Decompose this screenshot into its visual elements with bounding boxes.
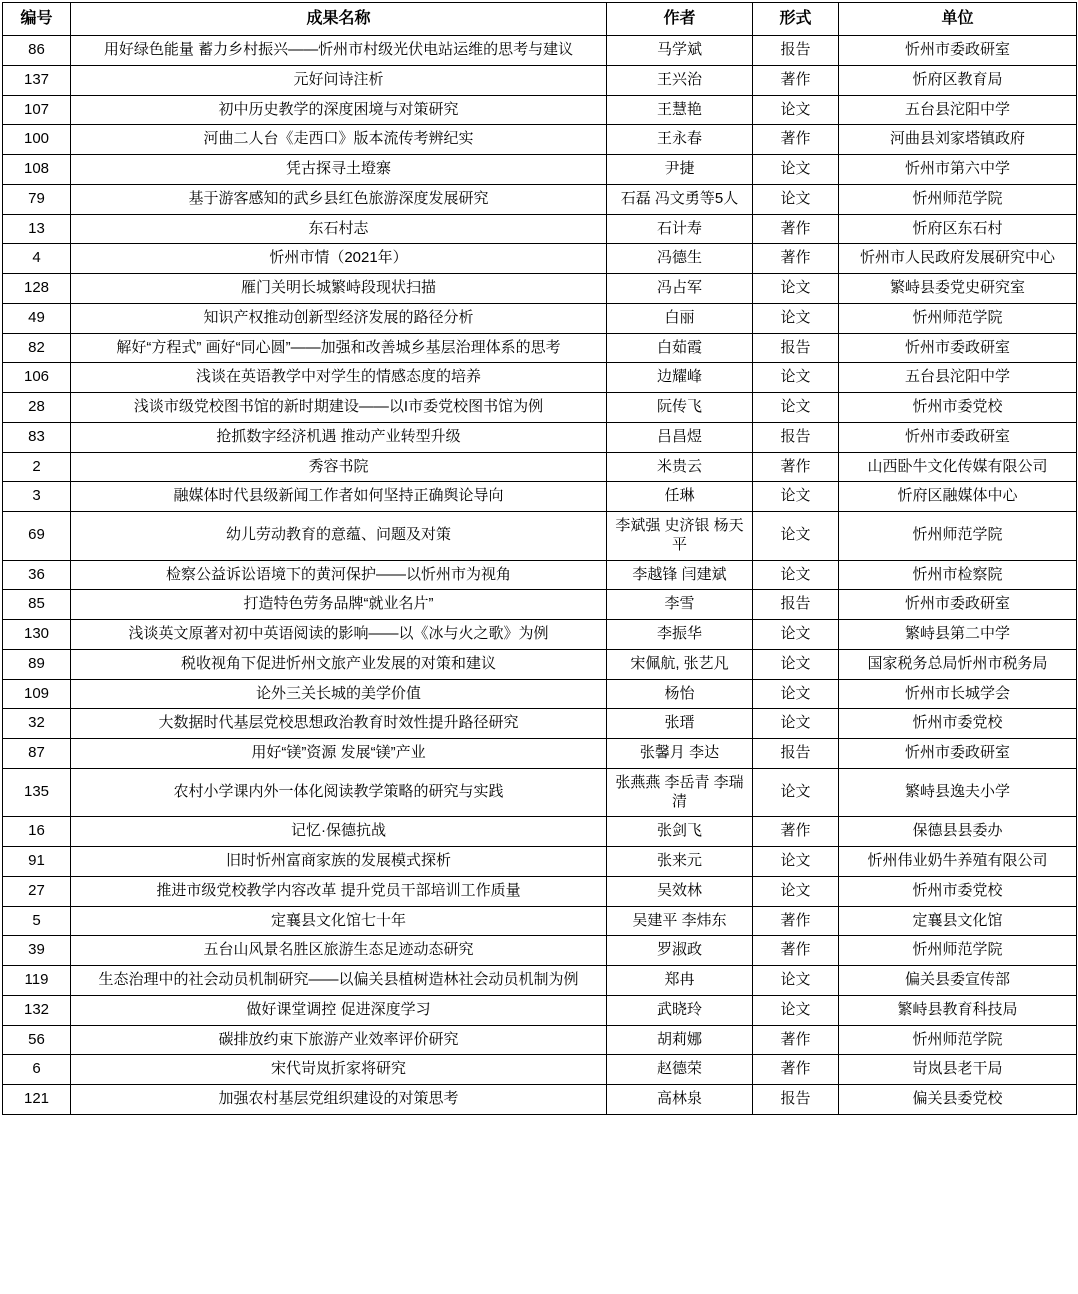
cell-id: 137 bbox=[3, 65, 71, 95]
column-header-form: 形式 bbox=[753, 3, 839, 36]
cell-id: 49 bbox=[3, 303, 71, 333]
cell-title: 凭古探寻土墱寨 bbox=[71, 155, 607, 185]
cell-form: 著作 bbox=[753, 1055, 839, 1085]
cell-form: 报告 bbox=[753, 1085, 839, 1115]
cell-id: 109 bbox=[3, 679, 71, 709]
cell-author: 边耀峰 bbox=[607, 363, 753, 393]
cell-form: 著作 bbox=[753, 452, 839, 482]
cell-unit: 山西卧牛文化传媒有限公司 bbox=[839, 452, 1077, 482]
cell-unit: 繁峙县第二中学 bbox=[839, 620, 1077, 650]
table-row bbox=[3, 709, 1077, 739]
table-row bbox=[3, 125, 1077, 155]
cell-id: 85 bbox=[3, 590, 71, 620]
cell-author: 李振华 bbox=[607, 620, 753, 650]
cell-title: 河曲二人台《走西口》版本流传考辨纪实 bbox=[71, 125, 607, 155]
cell-id: 56 bbox=[3, 1025, 71, 1055]
cell-title: 加强农村基层党组织建设的对策思考 bbox=[71, 1085, 607, 1115]
cell-form: 著作 bbox=[753, 125, 839, 155]
cell-title: 税收视角下促进忻州文旅产业发展的对策和建议 bbox=[71, 649, 607, 679]
cell-form: 论文 bbox=[753, 995, 839, 1025]
column-header-title: 成果名称 bbox=[71, 3, 607, 36]
cell-form: 报告 bbox=[753, 333, 839, 363]
cell-unit: 忻州市委政研室 bbox=[839, 590, 1077, 620]
cell-form: 论文 bbox=[753, 482, 839, 512]
cell-form: 著作 bbox=[753, 1025, 839, 1055]
table-row bbox=[3, 936, 1077, 966]
cell-title: 论外三关长城的美学价值 bbox=[71, 679, 607, 709]
cell-form: 报告 bbox=[753, 422, 839, 452]
column-header-author: 作者 bbox=[607, 3, 753, 36]
results-table bbox=[2, 2, 1077, 1115]
table-row bbox=[3, 768, 1077, 817]
cell-form: 论文 bbox=[753, 679, 839, 709]
cell-title: 知识产权推动创新型经济发展的路径分析 bbox=[71, 303, 607, 333]
cell-title: 雁门关明长城繁峙段现状扫描 bbox=[71, 274, 607, 304]
cell-id: 39 bbox=[3, 936, 71, 966]
cell-id: 16 bbox=[3, 817, 71, 847]
cell-title: 定襄县文化馆七十年 bbox=[71, 906, 607, 936]
cell-unit: 保德县县委办 bbox=[839, 817, 1077, 847]
cell-id: 79 bbox=[3, 184, 71, 214]
cell-form: 报告 bbox=[753, 36, 839, 66]
cell-id: 89 bbox=[3, 649, 71, 679]
cell-title: 用好绿色能量 蓄力乡村振兴――忻州市村级光伏电站运维的思考与建议 bbox=[71, 36, 607, 66]
cell-unit: 忻府区东石村 bbox=[839, 214, 1077, 244]
cell-unit: 偏关县委宣传部 bbox=[839, 966, 1077, 996]
cell-form: 论文 bbox=[753, 649, 839, 679]
table-row bbox=[3, 482, 1077, 512]
cell-unit: 忻州市委政研室 bbox=[839, 333, 1077, 363]
cell-id: 69 bbox=[3, 512, 71, 561]
cell-unit: 忻州市人民政府发展研究中心 bbox=[839, 244, 1077, 274]
table-row bbox=[3, 995, 1077, 1025]
cell-unit: 忻州市委政研室 bbox=[839, 739, 1077, 769]
cell-title: 融媒体时代县级新闻工作者如何坚持正确舆论导向 bbox=[71, 482, 607, 512]
table-row bbox=[3, 620, 1077, 650]
cell-id: 13 bbox=[3, 214, 71, 244]
cell-unit: 忻州市委政研室 bbox=[839, 36, 1077, 66]
cell-form: 论文 bbox=[753, 95, 839, 125]
table-row bbox=[3, 847, 1077, 877]
cell-author: 吕昌煜 bbox=[607, 422, 753, 452]
cell-title: 旧时忻州富商家族的发展模式探析 bbox=[71, 847, 607, 877]
cell-author: 石计寿 bbox=[607, 214, 753, 244]
table-row bbox=[3, 679, 1077, 709]
cell-title: 基于游客感知的武乡县红色旅游深度发展研究 bbox=[71, 184, 607, 214]
cell-author: 李斌强 史济银 杨天平 bbox=[607, 512, 753, 561]
cell-title: 记忆·保德抗战 bbox=[71, 817, 607, 847]
cell-title: 推进市级党校教学内容改革 提升党员干部培训工作质量 bbox=[71, 876, 607, 906]
cell-unit: 繁峙县逸夫小学 bbox=[839, 768, 1077, 817]
table-row bbox=[3, 393, 1077, 423]
table-row bbox=[3, 906, 1077, 936]
cell-title: 农村小学课内外一体化阅读教学策略的研究与实践 bbox=[71, 768, 607, 817]
cell-unit: 忻州市检察院 bbox=[839, 560, 1077, 590]
cell-title: 抢抓数字经济机遇 推动产业转型升级 bbox=[71, 422, 607, 452]
cell-title: 宋代岢岚折家将研究 bbox=[71, 1055, 607, 1085]
cell-form: 论文 bbox=[753, 393, 839, 423]
cell-title: 东石村志 bbox=[71, 214, 607, 244]
cell-unit: 忻州市委党校 bbox=[839, 876, 1077, 906]
cell-author: 冯德生 bbox=[607, 244, 753, 274]
table-row bbox=[3, 244, 1077, 274]
cell-title: 碳排放约束下旅游产业效率评价研究 bbox=[71, 1025, 607, 1055]
cell-unit: 忻州师范学院 bbox=[839, 1025, 1077, 1055]
cell-id: 4 bbox=[3, 244, 71, 274]
table-row bbox=[3, 303, 1077, 333]
cell-form: 论文 bbox=[753, 620, 839, 650]
cell-form: 论文 bbox=[753, 155, 839, 185]
document-sheet bbox=[0, 2, 1078, 1115]
cell-id: 6 bbox=[3, 1055, 71, 1085]
cell-unit: 忻州市委党校 bbox=[839, 709, 1077, 739]
cell-id: 27 bbox=[3, 876, 71, 906]
cell-id: 128 bbox=[3, 274, 71, 304]
table-row bbox=[3, 422, 1077, 452]
table-row bbox=[3, 512, 1077, 561]
cell-form: 论文 bbox=[753, 184, 839, 214]
cell-author: 石磊 冯文勇等5人 bbox=[607, 184, 753, 214]
cell-title: 生态治理中的社会动员机制研究――以偏关县植树造林社会动员机制为例 bbox=[71, 966, 607, 996]
cell-author: 赵德荣 bbox=[607, 1055, 753, 1085]
table-row bbox=[3, 95, 1077, 125]
cell-id: 32 bbox=[3, 709, 71, 739]
cell-unit: 繁峙县委党史研究室 bbox=[839, 274, 1077, 304]
table-row bbox=[3, 155, 1077, 185]
cell-unit: 河曲县刘家塔镇政府 bbox=[839, 125, 1077, 155]
cell-unit: 国家税务总局忻州市税务局 bbox=[839, 649, 1077, 679]
cell-title: 检察公益诉讼语境下的黄河保护――以忻州市为视角 bbox=[71, 560, 607, 590]
table-row bbox=[3, 966, 1077, 996]
table-header-row bbox=[3, 3, 1077, 36]
cell-author: 王永春 bbox=[607, 125, 753, 155]
cell-id: 82 bbox=[3, 333, 71, 363]
cell-form: 论文 bbox=[753, 966, 839, 996]
cell-form: 报告 bbox=[753, 590, 839, 620]
cell-author: 马学斌 bbox=[607, 36, 753, 66]
table-row bbox=[3, 590, 1077, 620]
table-body bbox=[3, 36, 1077, 1115]
cell-unit: 繁峙县教育科技局 bbox=[839, 995, 1077, 1025]
cell-form: 著作 bbox=[753, 936, 839, 966]
cell-form: 著作 bbox=[753, 906, 839, 936]
cell-author: 白茹霞 bbox=[607, 333, 753, 363]
cell-unit: 忻府区融媒体中心 bbox=[839, 482, 1077, 512]
cell-title: 五台山风景名胜区旅游生态足迹动态研究 bbox=[71, 936, 607, 966]
cell-author: 郑冉 bbox=[607, 966, 753, 996]
cell-title: 浅谈在英语教学中对学生的情感态度的培养 bbox=[71, 363, 607, 393]
cell-id: 5 bbox=[3, 906, 71, 936]
cell-author: 张瑨 bbox=[607, 709, 753, 739]
cell-author: 冯占军 bbox=[607, 274, 753, 304]
cell-form: 论文 bbox=[753, 363, 839, 393]
cell-author: 高林泉 bbox=[607, 1085, 753, 1115]
cell-author: 宋佩航, 张艺凡 bbox=[607, 649, 753, 679]
cell-id: 132 bbox=[3, 995, 71, 1025]
cell-unit: 忻府区教育局 bbox=[839, 65, 1077, 95]
table-row bbox=[3, 1055, 1077, 1085]
cell-author: 王兴治 bbox=[607, 65, 753, 95]
cell-unit: 忻州伟业奶牛养殖有限公司 bbox=[839, 847, 1077, 877]
table-row bbox=[3, 65, 1077, 95]
table-row bbox=[3, 817, 1077, 847]
table-row bbox=[3, 739, 1077, 769]
cell-author: 任琳 bbox=[607, 482, 753, 512]
cell-title: 用好“镁”资源 发展“镁”产业 bbox=[71, 739, 607, 769]
table-row bbox=[3, 184, 1077, 214]
cell-form: 论文 bbox=[753, 709, 839, 739]
cell-id: 135 bbox=[3, 768, 71, 817]
column-header-id: 编号 bbox=[3, 3, 71, 36]
cell-form: 著作 bbox=[753, 214, 839, 244]
column-header-unit: 单位 bbox=[839, 3, 1077, 36]
cell-form: 论文 bbox=[753, 560, 839, 590]
cell-form: 论文 bbox=[753, 847, 839, 877]
cell-id: 87 bbox=[3, 739, 71, 769]
cell-author: 胡莉娜 bbox=[607, 1025, 753, 1055]
table-row bbox=[3, 333, 1077, 363]
cell-id: 121 bbox=[3, 1085, 71, 1115]
cell-title: 大数据时代基层党校思想政治教育时效性提升路径研究 bbox=[71, 709, 607, 739]
cell-id: 3 bbox=[3, 482, 71, 512]
table-row bbox=[3, 36, 1077, 66]
cell-title: 解好“方程式” 画好“同心圆”――加强和改善城乡基层治理体系的思考 bbox=[71, 333, 607, 363]
cell-title: 浅谈市级党校图书馆的新时期建设――以I市委党校图书馆为例 bbox=[71, 393, 607, 423]
cell-id: 36 bbox=[3, 560, 71, 590]
cell-author: 吴建平 李炜东 bbox=[607, 906, 753, 936]
cell-form: 著作 bbox=[753, 65, 839, 95]
cell-title: 幼儿劳动教育的意蕴、问题及对策 bbox=[71, 512, 607, 561]
cell-id: 86 bbox=[3, 36, 71, 66]
cell-author: 张来元 bbox=[607, 847, 753, 877]
cell-form: 著作 bbox=[753, 817, 839, 847]
cell-unit: 忻州市委党校 bbox=[839, 393, 1077, 423]
table-row bbox=[3, 1085, 1077, 1115]
cell-form: 论文 bbox=[753, 274, 839, 304]
cell-form: 论文 bbox=[753, 303, 839, 333]
cell-id: 106 bbox=[3, 363, 71, 393]
cell-title: 秀容书院 bbox=[71, 452, 607, 482]
cell-title: 做好课堂调控 促进深度学习 bbox=[71, 995, 607, 1025]
cell-title: 浅谈英文原著对初中英语阅读的影响――以《冰与火之歌》为例 bbox=[71, 620, 607, 650]
cell-author: 武晓玲 bbox=[607, 995, 753, 1025]
cell-id: 108 bbox=[3, 155, 71, 185]
cell-author: 米贵云 bbox=[607, 452, 753, 482]
cell-unit: 五台县沱阳中学 bbox=[839, 95, 1077, 125]
cell-id: 91 bbox=[3, 847, 71, 877]
cell-unit: 忻州市委政研室 bbox=[839, 422, 1077, 452]
table-row bbox=[3, 452, 1077, 482]
cell-unit: 偏关县委党校 bbox=[839, 1085, 1077, 1115]
cell-id: 83 bbox=[3, 422, 71, 452]
cell-title: 初中历史教学的深度困境与对策研究 bbox=[71, 95, 607, 125]
cell-author: 阮传飞 bbox=[607, 393, 753, 423]
cell-unit: 忻州市长城学会 bbox=[839, 679, 1077, 709]
cell-author: 尹捷 bbox=[607, 155, 753, 185]
cell-form: 论文 bbox=[753, 876, 839, 906]
cell-unit: 定襄县文化馆 bbox=[839, 906, 1077, 936]
cell-author: 罗淑政 bbox=[607, 936, 753, 966]
cell-author: 张燕燕 李岳青 李瑞清 bbox=[607, 768, 753, 817]
cell-author: 张剑飞 bbox=[607, 817, 753, 847]
table-row bbox=[3, 1025, 1077, 1055]
table-row bbox=[3, 876, 1077, 906]
table-row bbox=[3, 214, 1077, 244]
cell-author: 王慧艳 bbox=[607, 95, 753, 125]
cell-unit: 忻州师范学院 bbox=[839, 936, 1077, 966]
cell-unit: 忻州师范学院 bbox=[839, 303, 1077, 333]
cell-author: 吴效林 bbox=[607, 876, 753, 906]
cell-form: 报告 bbox=[753, 739, 839, 769]
cell-unit: 五台县沱阳中学 bbox=[839, 363, 1077, 393]
cell-form: 论文 bbox=[753, 512, 839, 561]
cell-id: 100 bbox=[3, 125, 71, 155]
table-row bbox=[3, 363, 1077, 393]
table-row bbox=[3, 649, 1077, 679]
cell-form: 著作 bbox=[753, 244, 839, 274]
cell-id: 28 bbox=[3, 393, 71, 423]
cell-author: 白丽 bbox=[607, 303, 753, 333]
cell-author: 杨怡 bbox=[607, 679, 753, 709]
cell-id: 130 bbox=[3, 620, 71, 650]
cell-id: 107 bbox=[3, 95, 71, 125]
table-row bbox=[3, 274, 1077, 304]
cell-form: 论文 bbox=[753, 768, 839, 817]
cell-unit: 忻州师范学院 bbox=[839, 512, 1077, 561]
cell-author: 张馨月 李达 bbox=[607, 739, 753, 769]
cell-id: 119 bbox=[3, 966, 71, 996]
cell-id: 2 bbox=[3, 452, 71, 482]
cell-title: 忻州市情（2021年） bbox=[71, 244, 607, 274]
cell-unit: 忻州师范学院 bbox=[839, 184, 1077, 214]
cell-unit: 岢岚县老干局 bbox=[839, 1055, 1077, 1085]
table-row bbox=[3, 560, 1077, 590]
cell-title: 元好问诗注析 bbox=[71, 65, 607, 95]
table-header bbox=[3, 3, 1077, 36]
cell-author: 李越锋 闫建斌 bbox=[607, 560, 753, 590]
cell-title: 打造特色劳务品牌“就业名片” bbox=[71, 590, 607, 620]
cell-unit: 忻州市第六中学 bbox=[839, 155, 1077, 185]
cell-author: 李雪 bbox=[607, 590, 753, 620]
